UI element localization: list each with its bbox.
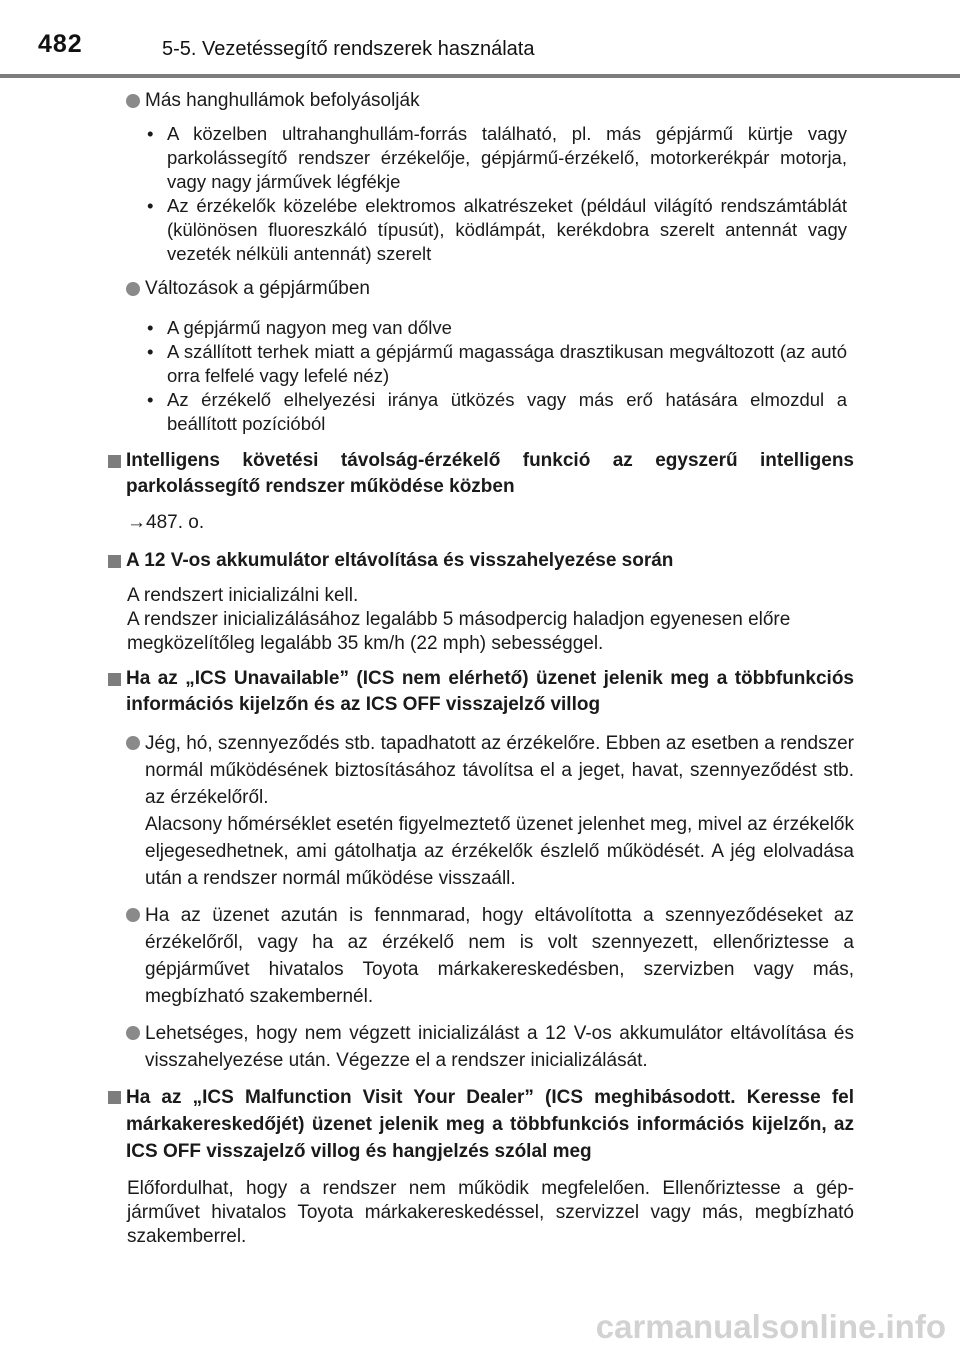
bullet-text: Jég, hó, szennyeződés stb. tapadhatott az érzékelőre. Ebben az esetben a rendszer normál működésének biztosításához távolítsa el a jeget, havat, szennyeződést stb. az érzékelőről. (145, 733, 854, 808)
list-item (147, 122, 847, 194)
dot-bullet-icon: • (147, 389, 154, 410)
bullet-text: Lehetséges, hogy nem végzett inicializálást a 12 V-os akkumulátor eltávolítása és visszahelyezése után. Végezze el a rendszer inicializálását. (145, 1023, 854, 1071)
circle-bullet-icon (126, 282, 140, 296)
page-reference (127, 510, 854, 536)
bullet-title: Más hanghullámok befolyásolják (145, 90, 420, 111)
bullet-text: Alacsony hőmérséklet esetén figyelmeztető üzenet jelenhet meg, mivel az érzékelők eljegesedhetnek, ami gátolhatja az érzékelők észlelő működését. A jég elolvadása után a rendszer normál működése visszaáll. (145, 814, 854, 889)
list-item-text: A szállított terhek miatt a gépjármű magassága drasztikusan megváltozott (az autó orra felfelé vagy lefelé néz) (167, 341, 847, 386)
section-heading (126, 548, 854, 574)
section-follow-distance (0, 448, 960, 536)
section-battery (0, 548, 960, 656)
section-ics-malfunction (0, 1084, 960, 1249)
bullet-item (145, 88, 854, 114)
dot-bullet-icon: • (147, 123, 154, 144)
bullet-item (145, 1020, 854, 1074)
section-heading (126, 1084, 854, 1165)
circle-bullet-icon (126, 908, 140, 922)
section-body (127, 1177, 854, 1249)
body-line: Előfordulhat, hogy a rendszer nem működik megfelelően. Ellenőriztesse a gépjárművet hivatalos Toyota márkakereskedéssel, szervizzel vagy más, megbízható szakemberrel. (127, 1178, 854, 1247)
circle-bullet-icon (126, 736, 140, 750)
section-ics-unavailable (0, 666, 960, 1074)
circle-bullet-icon (126, 94, 140, 108)
bullet-item (145, 276, 854, 302)
list-item (147, 194, 847, 266)
list-item-text: Az érzékelő elhelyezési iránya ütközés vagy más erő hatására elmozdul a beállított pozícióból (167, 389, 847, 434)
square-bullet-icon (108, 555, 121, 568)
list-item-text: A közelben ultrahanghullám-forrás található, pl. más gépjármű kürtje vagy parkolássegítő rendszer érzékelője, gépjármű-érzékelő, motorkerékpár motorja, vagy nagy járművek légfékje (167, 123, 847, 192)
list-item (147, 316, 847, 340)
dot-bullet-icon: • (147, 341, 154, 362)
body-line: A rendszer inicializálásához legalább 5 másodpercig haladjon egyenesen előre megközelítőleg legalább 35 km/h (22 mph) sebességgel. (127, 609, 791, 654)
list-item (147, 388, 847, 436)
page-header (0, 0, 960, 80)
body-line: A rendszert inicializálni kell. (127, 585, 359, 606)
section-title: 5-5. Vezetéssegítő rendszerek használata (162, 38, 535, 60)
circle-bullet-icon (126, 1026, 140, 1040)
section-heading-text: A 12 V-os akkumulátor eltávolítása és visszahelyezése során (126, 550, 674, 571)
list-item (147, 340, 847, 388)
sub-list (147, 316, 847, 436)
list-item-text: Az érzékelők közelébe elektromos alkatrészeket (például világító rendszámtáblát (különösen fluoreszkáló típusút), ködlámpát, kerékdobra szerelt antennát vagy vezeték nélküli antennát) szerelt (167, 195, 847, 264)
list-item-text: A gépjármű nagyon meg van dőlve (167, 317, 452, 338)
bullet-item (145, 730, 854, 892)
dot-bullet-icon: • (147, 195, 154, 216)
section-heading-text: Ha az „ICS Unavailable” (ICS nem elérhető) üzenet jelenik meg a többfunkciós információs kijelzőn és az ICS OFF visszajelző villog (126, 668, 854, 715)
dot-bullet-icon: • (147, 317, 154, 338)
watermark: carmanualsonline.info (595, 1308, 946, 1345)
section-heading (126, 448, 854, 500)
bullet-block-vehicle-changes (0, 276, 960, 436)
square-bullet-icon (108, 455, 121, 468)
bullet-text: Ha az üzenet azután is fennmarad, hogy eltávolította a szennyeződéseket az érzékelőről, vagy ha az érzékelő nem is volt szennyezett, ellenőriztesse a gépjárművet hivatalos Toyota márkakereskedésben, szervizben vagy más, megbízható szakembernél. (145, 905, 854, 1007)
square-bullet-icon (108, 1091, 121, 1104)
bullet-title: Változások a gépjárműben (145, 278, 370, 299)
section-body (127, 584, 854, 656)
bullet-item (145, 902, 854, 1010)
page-content (0, 88, 960, 1249)
header-rule (0, 74, 960, 78)
bullet-block-sound-waves (0, 88, 960, 266)
section-heading-text: Intelligens követési távolság-érzékelő funkció az egyszerű intelligens parkolássegítő rendszer működése közben (126, 450, 854, 497)
page-reference-text: →487. o. (127, 512, 205, 533)
section-heading (126, 666, 854, 718)
section-heading-text: Ha az „ICS Malfunction Visit Your Dealer” (ICS meghibásodott. Keresse fel márkakereskedőjét) üzenet jelenik meg a többfunkciós információs kijelzőn, az ICS OFF visszajelző villog és hangjelzés szólal meg (126, 1087, 854, 1162)
page-number: 482 (38, 30, 83, 58)
square-bullet-icon (108, 673, 121, 686)
sub-list (147, 122, 847, 266)
